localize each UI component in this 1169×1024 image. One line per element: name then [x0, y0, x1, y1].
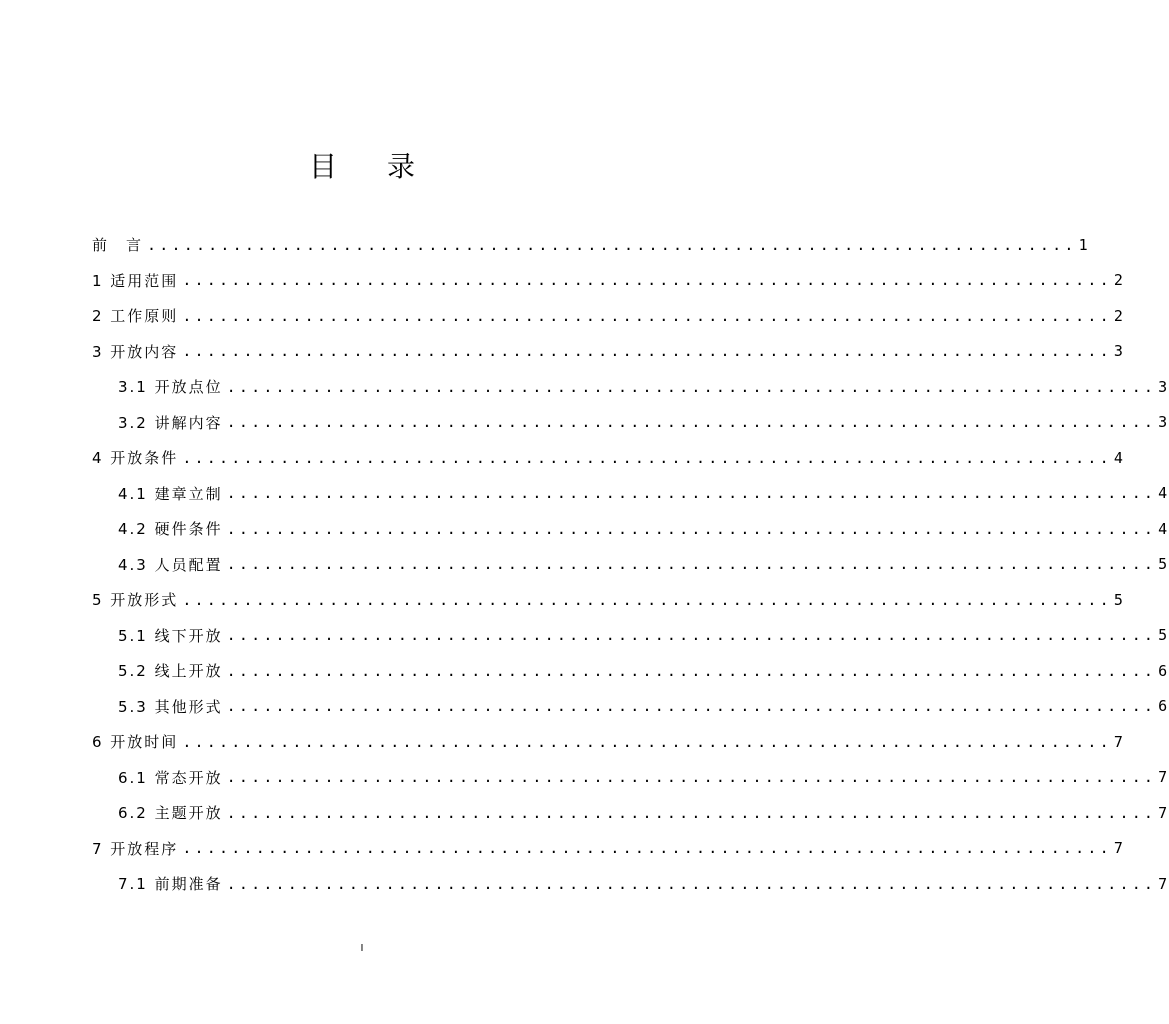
toc-leader-dots: ............................................................................ — [182, 839, 1112, 858]
toc-leader-dots: ............................................................................ — [226, 519, 1157, 538]
toc-entry-page: 4 — [1113, 448, 1125, 467]
toc-entry[interactable] — [92, 227, 1090, 263]
toc-leader-dots: ............................................................................ — [226, 768, 1157, 787]
toc-subentry[interactable] — [92, 511, 1169, 547]
toc-entry[interactable] — [92, 831, 1125, 867]
toc-entry-page: 3 — [1158, 413, 1169, 432]
title-char-1: 目 — [308, 150, 337, 183]
toc-entry[interactable] — [92, 334, 1125, 370]
toc-entry-page: 4 — [1158, 484, 1169, 503]
toc-entry-page: 7 — [1158, 768, 1169, 787]
toc-leader-dots: ............................................................................ — [182, 448, 1112, 467]
toc-subentry[interactable] — [92, 760, 1169, 796]
toc-subentry[interactable] — [92, 476, 1169, 512]
toc-leader-dots: ............................................................................ — [226, 377, 1157, 396]
toc-entry-page: 5 — [1158, 626, 1169, 645]
toc-leader-dots: ............................................................................ — [226, 697, 1157, 716]
toc-leader-dots: ............................................................................ — [226, 484, 1157, 503]
toc-subentry[interactable] — [92, 653, 1169, 689]
toc-leader-dots: ............................................................................ — [226, 874, 1157, 893]
toc-entry-page: 7 — [1113, 839, 1125, 858]
title-char-2: 录 — [387, 150, 416, 183]
toc-subentry[interactable] — [92, 795, 1169, 831]
toc-entry-label: 前 言 — [92, 234, 147, 255]
toc-entry-page: 7 — [1158, 874, 1169, 893]
toc-entry-label: 7.1 前期准备 — [118, 873, 227, 894]
page-title — [0, 145, 724, 185]
toc-entry[interactable] — [92, 298, 1125, 334]
toc-subentry[interactable] — [92, 618, 1169, 654]
toc-entry[interactable] — [92, 263, 1125, 299]
toc-leader-dots: ............................................................................ — [182, 306, 1112, 325]
toc-entry[interactable] — [92, 582, 1125, 618]
toc-entry-label: 1 适用范围 — [92, 270, 182, 291]
toc-entry-page: 2 — [1113, 271, 1125, 290]
footer-page-number: I — [360, 943, 364, 954]
toc-entry-label: 4.3 人员配置 — [118, 554, 227, 575]
toc-entry-page: 5 — [1113, 590, 1125, 609]
toc-entry-page: 5 — [1158, 555, 1169, 574]
toc-leader-dots: ............................................................................ — [226, 555, 1157, 574]
toc-leader-dots: ............................................................................ — [226, 626, 1157, 645]
toc-entry-label: 3.1 开放点位 — [118, 376, 227, 397]
toc-entry-label: 5.1 线下开放 — [118, 625, 227, 646]
toc-subentry[interactable] — [92, 405, 1169, 441]
toc-entry-page: 2 — [1113, 306, 1125, 325]
toc-leader-dots: ............................................................................ — [182, 271, 1112, 290]
toc-subentry[interactable] — [92, 689, 1169, 725]
toc-entry[interactable] — [92, 440, 1125, 476]
toc-entry-label: 5.2 线上开放 — [118, 660, 227, 681]
toc-entry-label: 5.3 其他形式 — [118, 696, 227, 717]
toc-entry-label: 4 开放条件 — [92, 447, 182, 468]
toc-entry-page: 7 — [1158, 803, 1169, 822]
toc-entry-page: 6 — [1158, 697, 1169, 716]
toc-entry-label: 4.1 建章立制 — [118, 483, 227, 504]
toc-entry-label: 7 开放程序 — [92, 838, 182, 859]
toc-entry-label: 2 工作原则 — [92, 305, 182, 326]
toc-entry-page: 4 — [1158, 519, 1169, 538]
toc-entry-label: 3 开放内容 — [92, 341, 182, 362]
toc-entry-label: 6 开放时间 — [92, 731, 182, 752]
toc-entry-page: 1 — [1078, 235, 1090, 254]
toc-leader-dots: ............................................................................ — [182, 732, 1112, 751]
toc-subentry[interactable] — [92, 369, 1169, 405]
toc-entry-label: 4.2 硬件条件 — [118, 518, 227, 539]
toc-entry[interactable] — [92, 724, 1125, 760]
toc-entry-page: 6 — [1158, 661, 1169, 680]
table-of-contents — [92, 227, 1169, 902]
toc-subentry[interactable] — [92, 866, 1169, 902]
toc-entry-label: 6.2 主题开放 — [118, 802, 227, 823]
toc-entry-label: 6.1 常态开放 — [118, 767, 227, 788]
toc-subentry[interactable] — [92, 547, 1169, 583]
toc-entry-page: 3 — [1113, 342, 1125, 361]
toc-leader-dots: ............................................................................ — [182, 342, 1112, 361]
toc-entry-label: 5 开放形式 — [92, 589, 182, 610]
toc-entry-page: 7 — [1113, 732, 1125, 751]
toc-leader-dots: ............................................................................ — [147, 235, 1077, 254]
toc-leader-dots: ............................................................................ — [226, 803, 1157, 822]
toc-entry-page: 3 — [1158, 377, 1169, 396]
toc-leader-dots: ............................................................................ — [226, 661, 1157, 680]
toc-entry-label: 3.2 讲解内容 — [118, 412, 227, 433]
toc-leader-dots: ............................................................................ — [226, 413, 1157, 432]
toc-leader-dots: ............................................................................ — [182, 590, 1112, 609]
